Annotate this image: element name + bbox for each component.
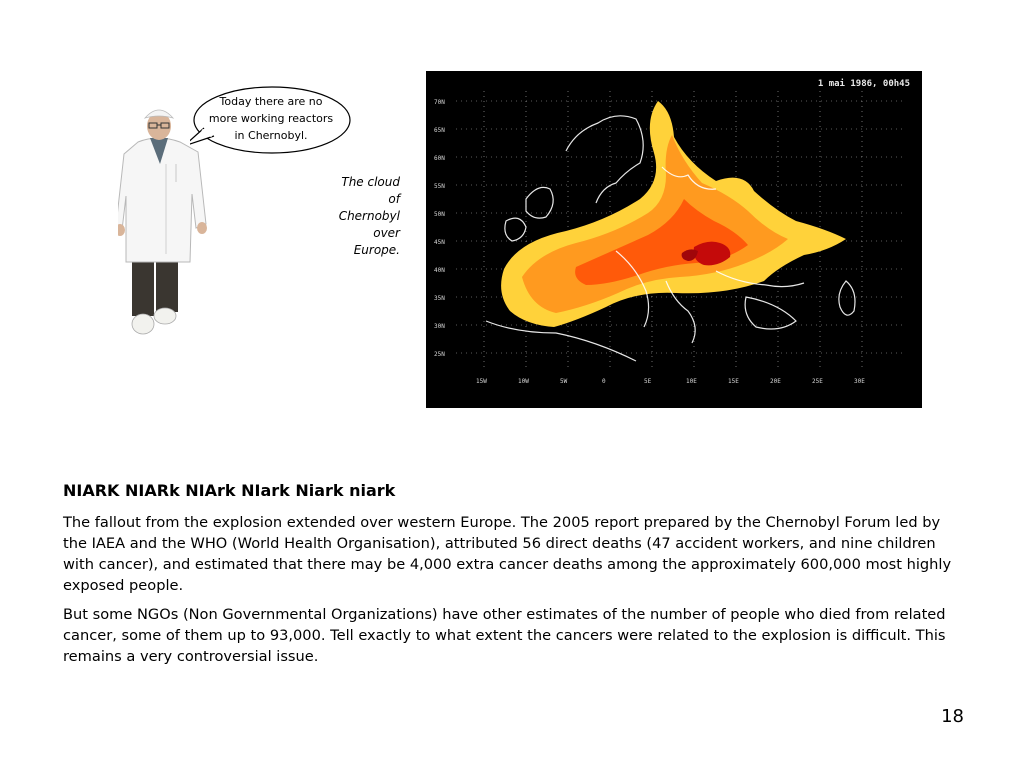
speech-bubble-text: Today there are no more working reactors in Chernobyl.	[208, 95, 334, 142]
europe-fallout-map-image	[426, 71, 922, 408]
svg-text:70N: 70N	[434, 99, 445, 106]
svg-text:40N: 40N	[434, 267, 445, 274]
svg-text:50N: 50N	[434, 211, 445, 218]
svg-text:0: 0	[602, 378, 606, 385]
map-caption: The cloud of Chernobyl over Europe.	[338, 175, 400, 257]
svg-text:5W: 5W	[560, 378, 568, 385]
paragraph-ngo-estimates: But some NGOs (Non Governmental Organizations) have other estimates of the number of people who died from related cancer, some of them up to 93,000. Tell exactly to what extent the cancers were related to the explosion is difficult. This remains a very controversial issue.	[63, 606, 946, 665]
svg-text:10W: 10W	[518, 378, 529, 385]
paragraph-fallout: The fallout from the explosion extended over western Europe. The 2005 report prepared by the Chernobyl Forum led by the IAEA and the WHO (World Health Organisation), attributed 56 direct deaths (47 accident workers, and nine children with cancer), and estimated that there may be 4,000 extra cancer deaths among the approximately 600,000 most highly exposed people.	[63, 514, 952, 594]
map-timestamp: 1 mai 1986, 00h45	[817, 79, 910, 89]
svg-text:30N: 30N	[434, 323, 445, 330]
svg-text:60N: 60N	[434, 155, 445, 162]
page-number: 18	[941, 706, 964, 727]
svg-text:10E: 10E	[686, 378, 697, 385]
svg-text:20E: 20E	[770, 378, 781, 385]
fallout-map	[426, 71, 922, 408]
svg-text:25E: 25E	[812, 378, 823, 385]
svg-text:65N: 65N	[434, 127, 445, 134]
svg-text:15W: 15W	[476, 378, 487, 385]
section-heading: NIARK NIARk NIArk NIark Niark niark	[63, 481, 396, 500]
svg-text:25N: 25N	[434, 351, 445, 358]
svg-text:55N: 55N	[434, 183, 445, 190]
svg-text:45N: 45N	[434, 239, 445, 246]
svg-text:30E: 30E	[854, 378, 865, 385]
svg-text:15E: 15E	[728, 378, 739, 385]
svg-text:5E: 5E	[644, 378, 652, 385]
svg-text:35N: 35N	[434, 295, 445, 302]
